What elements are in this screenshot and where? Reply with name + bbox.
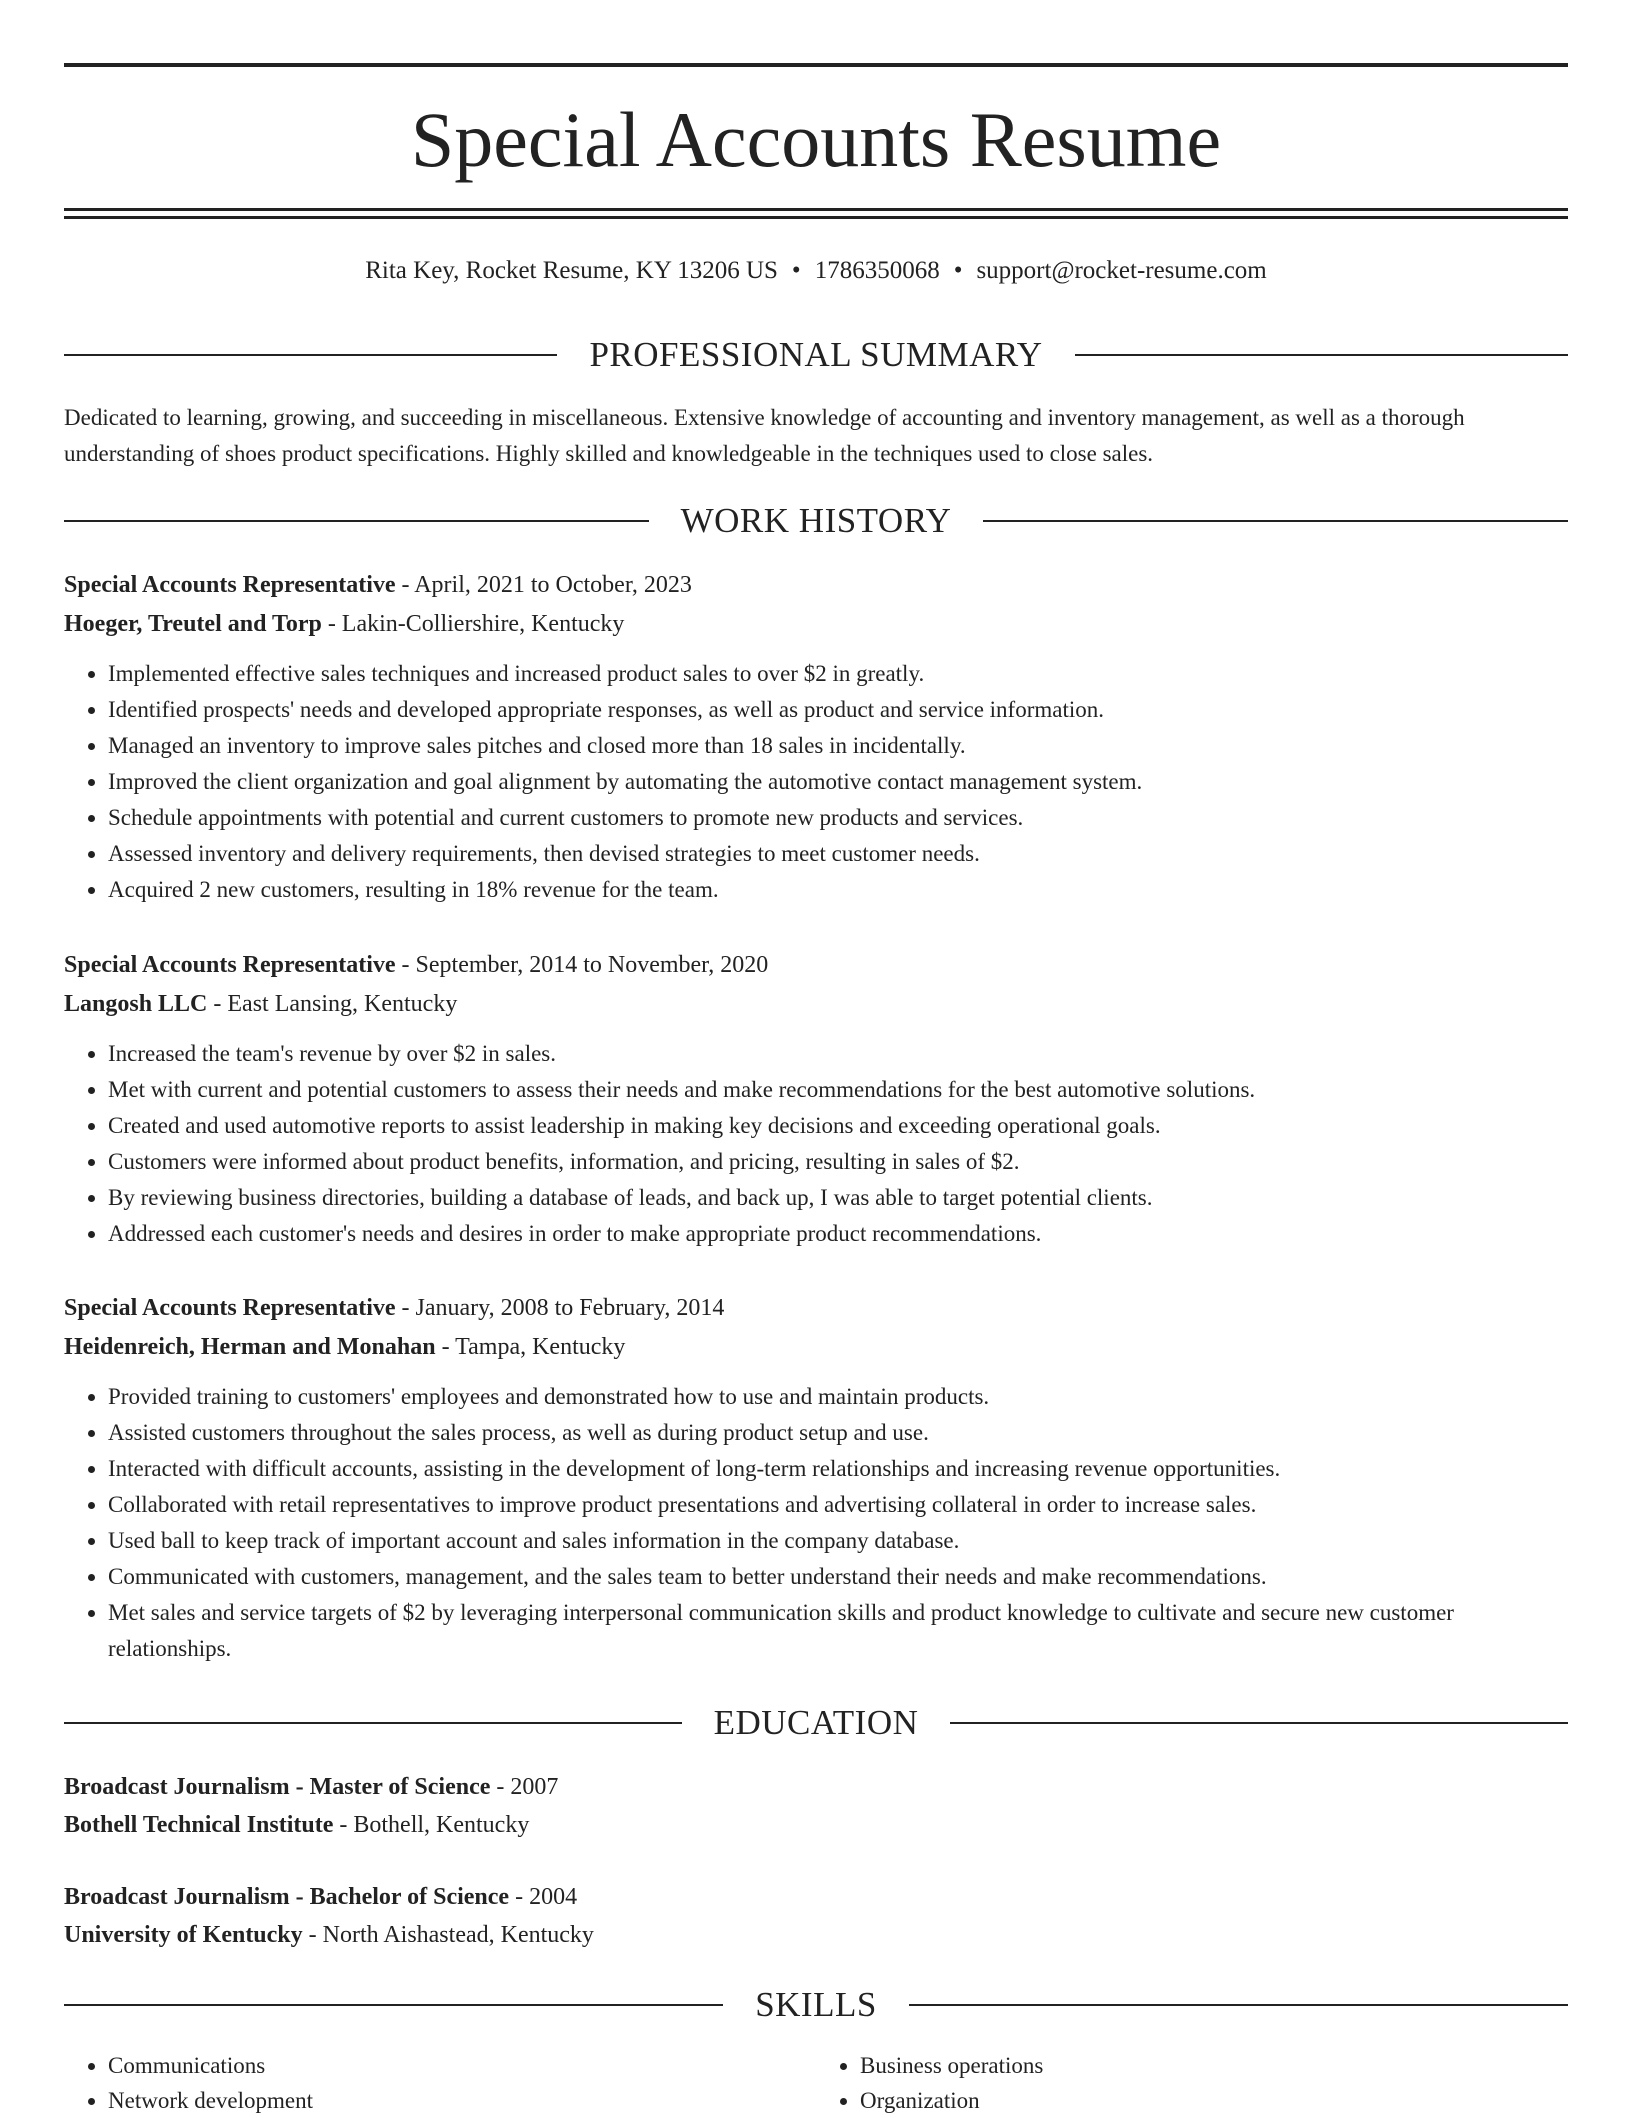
contact-address: Rita Key, Rocket Resume, KY 13206 US — [365, 257, 778, 284]
education-school: University of Kentucky — [64, 1922, 303, 1948]
list-item: • Used ball to keep track of important account and sales information in the company database. — [108, 1523, 1568, 1559]
list-item: • Provided training to customers' employees and demonstrated how to use and maintain products. — [108, 1379, 1568, 1415]
list-item: • Improved the client organization and goal alignment by automating the automotive contact management system. — [108, 764, 1568, 800]
summary-text: Dedicated to learning, growing, and succeeding in miscellaneous. Extensive knowledge of accounting and inventory management, as well as a thorough understanding of shoes product specifications. Highly skilled and knowledgeable in the techniques used to close sales. — [64, 405, 1465, 466]
contact-separator: • — [953, 257, 963, 284]
list-item: • Managed an inventory to improve sales pitches and closed more than 18 sales in incidentally. — [108, 728, 1568, 764]
section-rule-left — [64, 1722, 682, 1724]
section-rule-left — [64, 354, 557, 356]
job-location: - Lakin-Colliershire, Kentucky — [321, 611, 625, 637]
education-degree: Broadcast Journalism - Bachelor of Science — [64, 1884, 510, 1910]
list-item: • By reviewing business directories, building a database of leads, and back up, I was able to target potential clients. — [108, 1180, 1568, 1216]
education-degree-line — [64, 1768, 1568, 1806]
list-item: • Met sales and service targets of $2 by leveraging interpersonal communication skills and product knowledge to cultivate and secure new customer relationships. — [108, 1595, 1568, 1667]
job-location: - Tampa, Kentucky — [435, 1334, 626, 1360]
job-company: Heidenreich, Herman and Monahan — [64, 1334, 436, 1360]
job-role: Special Accounts Representative — [64, 952, 396, 978]
section-title: SKILLS — [755, 1985, 877, 2024]
list-item: • Communications — [108, 2048, 816, 2083]
section-header-skills — [64, 1983, 1568, 2027]
section-rule-right — [983, 520, 1568, 522]
section-title: WORK HISTORY — [680, 501, 952, 540]
list-item: • Customers were informed about product benefits, information, and pricing, resulting in sales of $2. — [108, 1144, 1568, 1180]
job-bullets — [64, 1379, 1568, 1667]
section-rule-right — [1075, 354, 1568, 356]
contact-phone: 1786350068 — [814, 257, 940, 284]
list-item: • Assisted customers throughout the sales process, as well as during product setup and use. — [108, 1415, 1568, 1451]
job-location: - East Lansing, Kentucky — [207, 991, 458, 1017]
education-entry — [64, 1768, 1568, 1844]
job-bullets — [64, 656, 1568, 908]
list-item: • Identified prospects' needs and developed appropriate responses, as well as product and service information. — [108, 692, 1568, 728]
contact-line — [64, 254, 1568, 288]
job-entry — [64, 566, 1568, 908]
list-item: • Network development — [108, 2083, 816, 2118]
section-title: EDUCATION — [713, 1703, 919, 1742]
education-school-line — [64, 1916, 1568, 1954]
job-role: Special Accounts Representative — [64, 572, 396, 598]
list-item: • Business operations — [860, 2048, 1568, 2083]
section-title: PROFESSIONAL SUMMARY — [589, 335, 1043, 374]
list-item: • Collaborated with retail representatives to improve product presentations and advertising collateral in order to increase sales. — [108, 1487, 1568, 1523]
section-header-work — [64, 499, 1568, 543]
list-item: • Increased the team's revenue by over $2 in sales. — [108, 1036, 1568, 1072]
job-company-line — [64, 605, 1568, 644]
job-role-line — [64, 946, 1568, 985]
list-item: • Schedule appointments with potential and current customers to promote new products and services. — [108, 800, 1568, 836]
education-year: - 2004 — [509, 1884, 578, 1910]
job-dates: - January, 2008 to February, 2014 — [395, 1295, 725, 1321]
list-item: • Implemented effective sales techniques and increased product sales to over $2 in greatly. — [108, 656, 1568, 692]
job-dates: - April, 2021 to October, 2023 — [395, 572, 692, 598]
job-company: Langosh LLC — [64, 991, 208, 1017]
job-dates: - September, 2014 to November, 2020 — [395, 952, 769, 978]
job-role-line — [64, 1289, 1568, 1328]
education-year: - 2007 — [490, 1774, 559, 1800]
list-item: • Created and used automotive reports to assist leadership in making key decisions and exceeding operational goals. — [108, 1108, 1568, 1144]
job-entry — [64, 1289, 1568, 1667]
education-entry — [64, 1878, 1568, 1954]
job-bullets — [64, 1036, 1568, 1252]
skills-list-left — [64, 2048, 816, 2118]
job-entry — [64, 946, 1568, 1252]
education-school-line — [64, 1806, 1568, 1844]
section-rule-right — [909, 2004, 1568, 2006]
skills-list-right — [816, 2048, 1568, 2118]
job-company-line — [64, 985, 1568, 1024]
section-header-education — [64, 1701, 1568, 1745]
job-company-line — [64, 1328, 1568, 1367]
list-item: • Communicated with customers, management, and the sales team to better understand their needs and make recommendations. — [108, 1559, 1568, 1595]
section-rule-right — [950, 1722, 1568, 1724]
section-rule-left — [64, 2004, 723, 2006]
contact-email: support@rocket-resume.com — [976, 257, 1267, 284]
resume-title: Special Accounts Resume — [410, 96, 1222, 183]
section-rule-left — [64, 520, 649, 522]
top-rule — [64, 63, 1568, 67]
education-location: - Bothell, Kentucky — [333, 1812, 530, 1838]
education-degree-line — [64, 1878, 1568, 1916]
list-item: • Met with current and potential customers to assess their needs and make recommendations for the best automotive solutions. — [108, 1072, 1568, 1108]
education-location: - North Aishastead, Kentucky — [302, 1922, 594, 1948]
job-role: Special Accounts Representative — [64, 1295, 396, 1321]
list-item: • Interacted with difficult accounts, assisting in the development of long-term relationships and increasing revenue opportunities. — [108, 1451, 1568, 1487]
list-item: • Acquired 2 new customers, resulting in 18% revenue for the team. — [108, 872, 1568, 908]
education-school: Bothell Technical Institute — [64, 1812, 334, 1838]
title-rule-lower — [64, 216, 1568, 219]
job-role-line — [64, 566, 1568, 605]
list-item: • Assessed inventory and delivery requirements, then devised strategies to meet customer needs. — [108, 836, 1568, 872]
education-degree: Broadcast Journalism - Master of Science — [64, 1774, 491, 1800]
job-company: Hoeger, Treutel and Torp — [64, 611, 322, 637]
list-item: • Organization — [860, 2083, 1568, 2118]
contact-separator: • — [791, 257, 801, 284]
section-header-summary — [64, 333, 1568, 377]
list-item: • Addressed each customer's needs and desires in order to make appropriate product recommendations. — [108, 1216, 1568, 1252]
skills-columns — [64, 2048, 1568, 2118]
title-rule-upper — [64, 208, 1568, 211]
